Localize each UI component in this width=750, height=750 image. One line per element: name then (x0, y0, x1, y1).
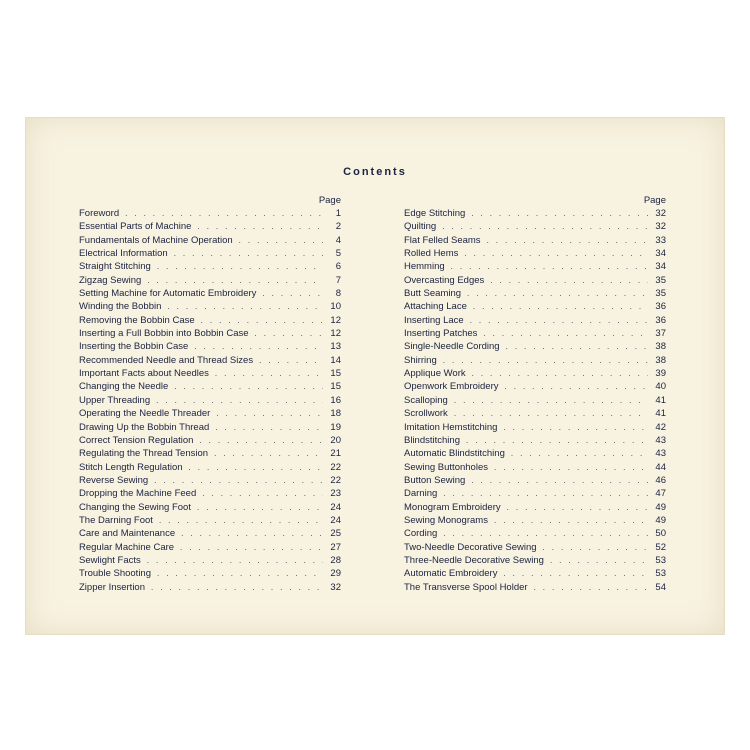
toc-entry-page: 44 (655, 461, 666, 473)
dot-leader (194, 340, 323, 353)
dot-leader (147, 554, 323, 567)
toc-entry (404, 274, 666, 287)
page-column-header: Page (643, 195, 666, 206)
toc-entry (79, 300, 341, 313)
dot-leader (262, 287, 323, 300)
dot-leader (201, 314, 323, 327)
toc-entry (404, 501, 666, 514)
toc-entry-title: The Darning Foot (79, 514, 153, 526)
dot-leader (507, 501, 648, 514)
toc-entry-page: 32 (330, 581, 341, 593)
toc-entry-title: Single-Needle Cording (404, 341, 500, 353)
toc-entry-page: 33 (655, 234, 666, 246)
page-title: Contents (343, 166, 407, 178)
toc-entry-page: 22 (330, 461, 341, 473)
toc-entry-title: Sewing Monograms (404, 514, 488, 526)
toc-entry-page: 5 (335, 248, 341, 260)
dot-leader (174, 247, 323, 260)
toc-entry-title: Automatic Blindstitching (404, 448, 505, 460)
toc-entry-page: 52 (655, 541, 666, 553)
toc-entry-title: Changing the Needle (79, 381, 169, 393)
toc-entry (404, 421, 666, 434)
dot-leader (215, 421, 323, 434)
dot-leader (451, 260, 648, 273)
toc-entry-title: Zigzag Sewing (79, 274, 142, 286)
dot-leader (202, 487, 323, 500)
dot-leader (550, 554, 648, 567)
toc-entry-title: Butt Seaming (404, 288, 462, 300)
toc-entry (79, 474, 341, 487)
dot-leader (506, 340, 648, 353)
toc-entry (404, 207, 666, 220)
dot-leader (215, 367, 323, 380)
toc-entry-page: 43 (655, 448, 666, 460)
toc-entry-title: Regular Machine Care (79, 541, 175, 553)
toc-entry (79, 380, 341, 393)
toc-entry (404, 447, 666, 460)
toc-entry (79, 247, 341, 260)
toc-entry-page: 20 (330, 434, 341, 446)
toc-entry (79, 220, 341, 233)
toc-entry-page: 4 (335, 234, 341, 246)
toc-entry-title: Inserting the Bobbin Case (79, 341, 189, 353)
dot-leader (216, 407, 323, 420)
toc-entry-page: 54 (655, 581, 666, 593)
toc-entry (79, 421, 341, 434)
toc-entry-title: Scalloping (404, 394, 448, 406)
toc-entry-title: Removing the Bobbin Case (79, 314, 195, 326)
toc-entry-page: 49 (655, 501, 666, 513)
toc-entry-page: 18 (330, 408, 341, 420)
dot-leader (189, 461, 323, 474)
toc-entry-page: 25 (330, 528, 341, 540)
toc-entry-page: 46 (655, 474, 666, 486)
toc-entry-page: 40 (655, 381, 666, 393)
toc-entry-page: 35 (655, 274, 666, 286)
toc-entry-title: Automatic Embroidery (404, 568, 498, 580)
toc-entry-title: Button Sewing (404, 474, 466, 486)
toc-entry (404, 247, 666, 260)
toc-entry-page: 37 (655, 328, 666, 340)
right-column (404, 194, 666, 594)
toc-entry-page: 19 (330, 421, 341, 433)
dot-leader (239, 234, 323, 247)
toc-entry (404, 474, 666, 487)
toc-entry-page: 32 (655, 221, 666, 233)
toc-entry-title: Upper Threading (79, 394, 151, 406)
toc-entry-page: 36 (655, 314, 666, 326)
toc-entry-title: Inserting Patches (404, 328, 478, 340)
dot-leader (473, 300, 648, 313)
toc-entry-title: Setting Machine for Automatic Embroidery (79, 288, 257, 300)
toc-entry-title: Blindstitching (404, 434, 460, 446)
toc-entry-title: Dropping the Machine Feed (79, 488, 197, 500)
toc-entry (79, 327, 341, 340)
dot-leader (442, 220, 648, 233)
dot-leader (147, 274, 323, 287)
toc-entry (404, 327, 666, 340)
toc-entry (79, 487, 341, 500)
toc-entry (79, 340, 341, 353)
dot-leader (464, 247, 648, 260)
toc-entry (79, 367, 341, 380)
toc-entry (404, 514, 666, 527)
toc-entry-page: 10 (330, 301, 341, 313)
toc-entry-page: 14 (330, 354, 341, 366)
toc-entry (79, 447, 341, 460)
toc-entry-title: Foreword (79, 208, 120, 219)
toc-entry-page: 23 (330, 488, 341, 500)
dot-leader (466, 434, 648, 447)
toc-entry (404, 581, 666, 594)
toc-entry (404, 234, 666, 247)
toc-entry-page: 50 (655, 528, 666, 540)
toc-entry (404, 541, 666, 554)
toc-entry-title: Inserting a Full Bobbin into Bobbin Case (79, 328, 249, 340)
toc-entry (79, 541, 341, 554)
toc-entry-page: 38 (655, 341, 666, 353)
toc-entry-page: 34 (655, 261, 666, 273)
toc-entry-title: Rolled Hems (404, 248, 459, 260)
toc-entry-page: 7 (335, 274, 341, 286)
toc-entry-page: 27 (330, 541, 341, 553)
toc-entry-title: Drawing Up the Bobbin Thread (79, 421, 210, 433)
toc-entry-title: Zipper Insertion (79, 581, 146, 593)
dot-leader (471, 474, 648, 487)
toc-entry-page: 41 (655, 408, 666, 420)
toc-entry-title: Important Facts about Needles (79, 368, 209, 380)
dot-leader (454, 394, 648, 407)
toc-entry-title: Inserting Lace (404, 314, 464, 326)
toc-entry (404, 527, 666, 540)
toc-entry (404, 567, 666, 580)
toc-entry (79, 260, 341, 273)
toc-entry-title: Hemming (404, 261, 445, 273)
toc-entry-title: Electrical Information (79, 248, 168, 260)
toc-entry (79, 501, 341, 514)
toc-entry-page: 22 (330, 474, 341, 486)
toc-entry (404, 300, 666, 313)
toc-entry-page: 42 (655, 421, 666, 433)
dot-leader (472, 367, 648, 380)
toc-entry (404, 554, 666, 567)
toc-entry-title: Recommended Needle and Thread Sizes (79, 354, 254, 366)
dot-leader (534, 581, 648, 594)
toc-entry-title: Cording (404, 528, 438, 540)
toc-entry-page: 1 (335, 208, 341, 219)
toc-entry-title: Edge Stitching (404, 208, 466, 219)
toc-entry-title: The Transverse Spool Holder (404, 581, 528, 593)
toc-entry-page: 36 (655, 301, 666, 313)
dot-leader (199, 434, 323, 447)
dot-leader (159, 514, 323, 527)
toc-entry-title: Monogram Embroidery (404, 501, 501, 513)
dot-leader (487, 234, 648, 247)
toc-entry-title: Sewing Buttonholes (404, 461, 488, 473)
dot-leader (157, 567, 323, 580)
toc-entry-page: 49 (655, 514, 666, 526)
dot-leader (503, 421, 648, 434)
dot-leader (470, 314, 648, 327)
toc-entry-title: Two-Needle Decorative Sewing (404, 541, 537, 553)
toc-entry-page: 24 (330, 514, 341, 526)
toc-entry-page: 29 (330, 568, 341, 580)
toc-entry (404, 407, 666, 420)
toc-entry-title: Attaching Lace (404, 301, 467, 313)
toc-entry (79, 287, 341, 300)
toc-entry (404, 434, 666, 447)
toc-list-left (79, 207, 341, 594)
toc-entry-page: 8 (335, 288, 341, 300)
dot-leader (511, 447, 648, 460)
toc-entry-title: Flat Felled Seams (404, 234, 481, 246)
toc-entry-title: Reverse Sewing (79, 474, 149, 486)
dot-leader (125, 207, 323, 220)
dot-leader (167, 300, 323, 313)
toc-entry-title: Sewlight Facts (79, 554, 141, 566)
dot-leader (505, 380, 648, 393)
toc-entry-title: Stitch Length Regulation (79, 461, 183, 473)
dot-leader (197, 220, 323, 233)
toc-entry (79, 274, 341, 287)
toc-entry-title: Winding the Bobbin (79, 301, 162, 313)
toc-entry-page: 47 (655, 488, 666, 500)
toc-entry (404, 394, 666, 407)
toc-entry (404, 260, 666, 273)
dot-leader (467, 287, 648, 300)
toc-entry-title: Shirring (404, 354, 437, 366)
toc-entry-title: Essential Parts of Machine (79, 221, 192, 233)
toc-entry-page: 28 (330, 554, 341, 566)
toc-entry-page: 2 (335, 221, 341, 233)
toc-entry-title: Care and Maintenance (79, 528, 176, 540)
dot-leader (156, 394, 323, 407)
toc-entry (79, 354, 341, 367)
toc-entry-page: 13 (330, 341, 341, 353)
toc-entry-title: Imitation Hemstitching (404, 421, 498, 433)
left-column (79, 194, 341, 594)
dot-leader (443, 354, 648, 367)
dot-leader (180, 541, 323, 554)
toc-entry-title: Operating the Needle Threader (79, 408, 211, 420)
page-column-header: Page (318, 195, 341, 206)
dot-leader (255, 327, 323, 340)
dot-leader (490, 274, 648, 287)
toc-entry (79, 234, 341, 247)
toc-entry-page: 6 (335, 261, 341, 273)
toc-entry-page: 39 (655, 368, 666, 380)
toc-entry (79, 461, 341, 474)
dot-leader (494, 514, 648, 527)
toc-entry-title: Darning (404, 488, 438, 500)
toc-entry-page: 53 (655, 554, 666, 566)
toc-entry (404, 461, 666, 474)
toc-entry-page: 21 (330, 448, 341, 460)
toc-entry-page: 53 (655, 568, 666, 580)
toc-entry-page: 34 (655, 248, 666, 260)
toc-entry-title: Quilting (404, 221, 437, 233)
toc-entry (79, 554, 341, 567)
dot-leader (197, 501, 323, 514)
toc-entry-page: 16 (330, 394, 341, 406)
toc-entry (404, 380, 666, 393)
toc-entry-page: 15 (330, 368, 341, 380)
dot-leader (181, 527, 323, 540)
toc-entry (79, 514, 341, 527)
toc-entry (79, 581, 341, 594)
dot-leader (443, 527, 648, 540)
toc-entry-title: Regulating the Thread Tension (79, 448, 209, 460)
toc-entry (79, 207, 341, 220)
dot-leader (151, 581, 323, 594)
toc-entry (79, 527, 341, 540)
toc-entry (404, 367, 666, 380)
toc-entry-page: 35 (655, 288, 666, 300)
toc-entry-title: Fundamentals of Machine Operation (79, 234, 233, 246)
toc-entry-page: 15 (330, 381, 341, 393)
toc-entry-page: 12 (330, 328, 341, 340)
dot-leader (174, 380, 323, 393)
toc-list-right (404, 207, 666, 594)
toc-entry-title: Openwork Embroidery (404, 381, 499, 393)
toc-entry-page: 24 (330, 501, 341, 513)
toc-entry (79, 314, 341, 327)
toc-entry-page: 32 (655, 208, 666, 219)
dot-leader (259, 354, 323, 367)
toc-entry-title: Three-Needle Decorative Sewing (404, 554, 544, 566)
toc-entry (404, 340, 666, 353)
toc-entry (79, 434, 341, 447)
toc-entry-title: Scrollwork (404, 408, 448, 420)
contents-page (25, 117, 725, 635)
toc-entry (404, 487, 666, 500)
toc-entry (79, 394, 341, 407)
dot-leader (471, 207, 648, 220)
dot-leader (494, 461, 648, 474)
toc-entry-page: 12 (330, 314, 341, 326)
toc-entry-title: Correct Tension Regulation (79, 434, 194, 446)
toc-entry (404, 354, 666, 367)
toc-entry-title: Trouble Shooting (79, 568, 152, 580)
dot-leader (483, 327, 648, 340)
dot-leader (454, 407, 648, 420)
toc-entry-title: Applique Work (404, 368, 466, 380)
toc-entry (404, 287, 666, 300)
toc-entry-page: 43 (655, 434, 666, 446)
toc-entry (79, 407, 341, 420)
toc-entry-title: Changing the Sewing Foot (79, 501, 191, 513)
toc-entry (404, 220, 666, 233)
toc-entry-page: 38 (655, 354, 666, 366)
dot-leader (214, 447, 323, 460)
toc-entry (404, 314, 666, 327)
toc-entry-title: Overcasting Edges (404, 274, 485, 286)
toc-entry-page: 41 (655, 394, 666, 406)
dot-leader (443, 487, 648, 500)
dot-leader (157, 260, 323, 273)
dot-leader (543, 541, 648, 554)
toc-entry-title: Straight Stitching (79, 261, 151, 273)
dot-leader (503, 567, 648, 580)
toc-entry (79, 567, 341, 580)
dot-leader (154, 474, 323, 487)
